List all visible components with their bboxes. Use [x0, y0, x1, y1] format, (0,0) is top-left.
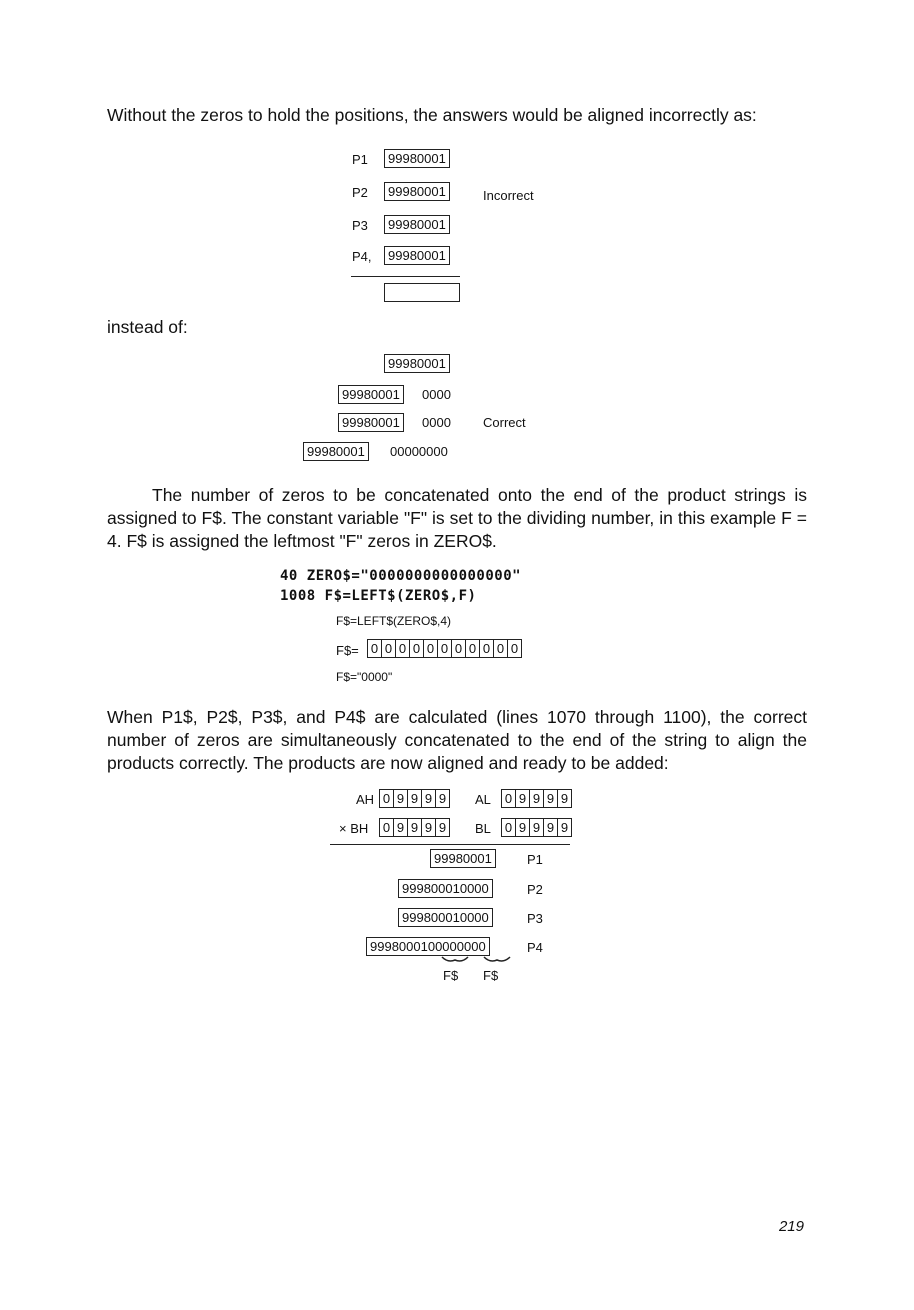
zero-cell-5: 0: [423, 640, 437, 657]
al-label: AL: [475, 792, 491, 807]
ah-cell-2: 9: [393, 790, 407, 807]
al-cell-5: 9: [557, 790, 571, 807]
product-rule: [330, 844, 570, 845]
product-p1-box: 99980001: [430, 849, 496, 868]
ah-cells: [379, 789, 450, 808]
bl-cell-5: 9: [557, 819, 571, 836]
correct-row-2-box: 99980001: [338, 385, 404, 404]
al-cells: [501, 789, 572, 808]
al-cell-3: 9: [529, 790, 543, 807]
bh-cell-5: 9: [435, 819, 449, 836]
page-number: 219: [778, 1218, 804, 1235]
brace-label-left: F$: [443, 968, 459, 983]
product-p2-box: 999800010000: [398, 879, 493, 898]
product-p3-label: P3: [527, 911, 543, 926]
incorrect-note: Incorrect: [483, 188, 534, 203]
intro-paragraph: Without the zeros to hold the positions, the answers would be aligned incorrectly as:: [107, 105, 757, 125]
zero-cell-11: 0: [507, 640, 521, 657]
bl-cell-1: 0: [504, 820, 513, 835]
correct-row-1-box: 99980001: [384, 354, 450, 373]
zero-string-cells: [367, 639, 522, 658]
zero-cell-10: 0: [493, 640, 507, 657]
p2-label: P2: [352, 185, 368, 200]
zero-cell-3: 0: [395, 640, 409, 657]
al-cell-1: 0: [504, 791, 513, 806]
empty-sum-box: [384, 283, 460, 302]
brace-left-icon: [442, 957, 468, 961]
product-p2-label: P2: [527, 882, 543, 897]
p3-box: 99980001: [384, 215, 450, 234]
ah-cell-4: 9: [421, 790, 435, 807]
fs-result: F$="0000": [336, 670, 393, 684]
instead-text: instead of:: [107, 317, 188, 337]
correct-note: Correct: [483, 415, 526, 430]
left-expression: F$=LEFT$(ZERO$,4): [336, 614, 452, 628]
products-paragraph: When P1$, P2$, P3$, and P4$ are calculated (lines 1070 through 1100), the correct number of zeros are simultaneously concatenated to the end of the string to align the products correctly. The products are now aligned and ready to be added:: [107, 707, 807, 773]
zero-cell-1: 0: [370, 641, 379, 656]
ah-cell-5: 9: [435, 790, 449, 807]
ah-cell-1: 0: [382, 791, 391, 806]
al-cell-2: 9: [515, 790, 529, 807]
p3-label: P3: [352, 218, 368, 233]
brace-label-right: F$: [483, 968, 499, 983]
p4-label: P4,: [352, 249, 372, 264]
bh-cell-4: 9: [421, 819, 435, 836]
bl-label: BL: [475, 821, 491, 836]
fs-label: F$=: [336, 643, 359, 658]
zero-cell-2: 0: [381, 640, 395, 657]
bh-cell-3: 9: [407, 819, 421, 836]
zero-cell-6: 0: [437, 640, 451, 657]
p2-box: 99980001: [384, 182, 450, 201]
correct-row-4-suffix: 00000000: [390, 444, 448, 459]
product-p1-label: P1: [527, 852, 543, 867]
ah-label: AH: [356, 792, 375, 807]
p1-box: 99980001: [384, 149, 450, 168]
al-cell-4: 9: [543, 790, 557, 807]
bl-cell-4: 9: [543, 819, 557, 836]
zero-cell-7: 0: [451, 640, 465, 657]
bh-cell-2: 9: [393, 819, 407, 836]
bh-label: × BH: [339, 821, 369, 836]
product-p4-label: P4: [527, 940, 543, 955]
product-p3-box: 999800010000: [398, 908, 493, 927]
correct-row-3-box: 99980001: [338, 413, 404, 432]
bh-cell-1: 0: [382, 820, 391, 835]
zero-cell-8: 0: [465, 640, 479, 657]
code-line-1008: 1008 F$=LEFT$(ZERO$,F): [280, 588, 477, 604]
zero-cell-4: 0: [409, 640, 423, 657]
zero-cell-9: 0: [479, 640, 493, 657]
bl-cells: [501, 818, 572, 837]
bl-cell-2: 9: [515, 819, 529, 836]
zeros-paragraph: The number of zeros to be concatenated onto the end of the product strings is assigned to F$. The constant variable "F" is set to the dividing number, in this example F = 4. F$ is assigned the leftmost "F" zeros in ZERO$.: [107, 485, 807, 551]
product-p4-box: 9998000100000000: [366, 937, 490, 956]
brace-right-icon: [484, 957, 510, 961]
bh-cells: [379, 818, 450, 837]
correct-row-3-suffix: 0000: [422, 415, 451, 430]
bl-cell-3: 9: [529, 819, 543, 836]
correct-row-2-suffix: 0000: [422, 387, 451, 402]
p4-box: 99980001: [384, 246, 450, 265]
sum-rule: [351, 276, 460, 277]
ah-cell-3: 9: [407, 790, 421, 807]
code-line-40: 40 ZERO$="0000000000000000": [280, 568, 522, 584]
underbrace-marks: [440, 955, 520, 965]
correct-row-4-box: 99980001: [303, 442, 369, 461]
p1-label: P1: [352, 152, 368, 167]
